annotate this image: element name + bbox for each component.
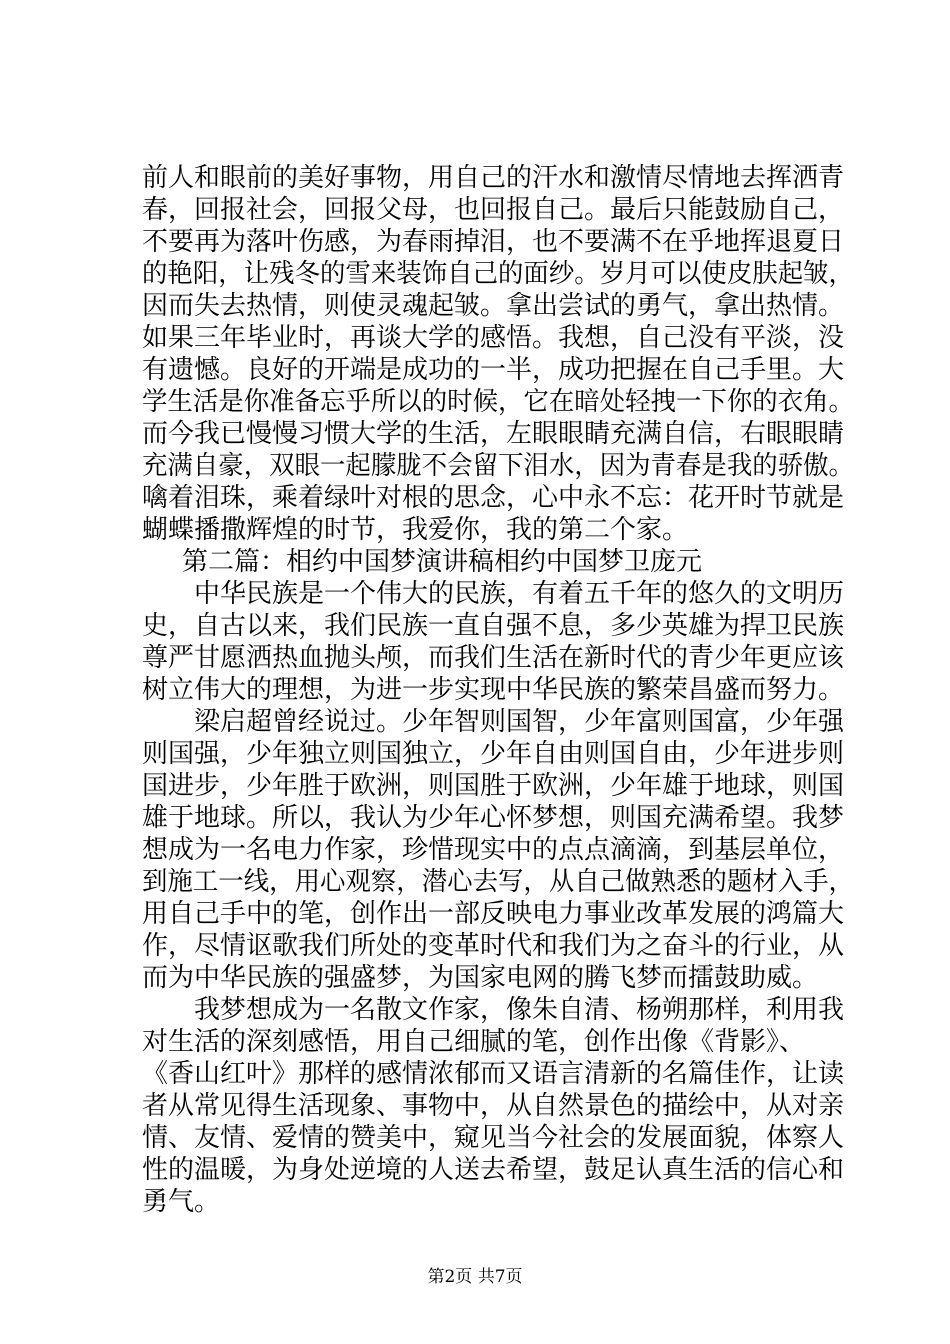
text-line: 情、友情、爱情的赞美中，窥见当今社会的发展面貌，体察人 xyxy=(142,1123,845,1153)
text-line: 不要再为落叶伤感，为春雨掉泪，也不要满不在乎地挥退夏日 xyxy=(142,227,845,257)
text-line: 蝴蝶播撒辉煌的时节，我爱你，我的第二个家。 xyxy=(142,515,689,545)
text-line: 尊严甘愿洒热血抛头颅，而我们生活在新时代的青少年更应该 xyxy=(142,643,845,673)
text-line: 勇气。 xyxy=(142,1187,221,1217)
text-line: 有遗憾。良好的开端是成功的一半，成功把握在自己手里。大 xyxy=(142,355,845,385)
text-line: 梁启超曾经说过。少年智则国智，少年富则国富，少年强 xyxy=(142,707,845,737)
text-line: 我梦想成为一名散文作家，像朱自清、杨朔那样，利用我 xyxy=(142,995,845,1025)
text-line: 而为中华民族的强盛梦，为国家电网的腾飞梦而擂鼓助威。 xyxy=(142,963,819,993)
text-line: 前人和眼前的美好事物，用自己的汗水和激情尽情地去挥洒青 xyxy=(142,163,845,193)
text-line: 而今我已慢慢习惯大学的生活，左眼眼睛充满自信，右眼眼睛 xyxy=(142,419,845,449)
text-line: 雄于地球。所以，我认为少年心怀梦想，则国充满希望。我梦 xyxy=(142,803,845,833)
text-line: 性的温暖，为身处逆境的人送去希望，鼓足认真生活的信心和 xyxy=(142,1155,845,1185)
text-line: 则国强，少年独立则国独立，少年自由则国自由，少年进步则 xyxy=(142,739,845,769)
text-line: 的艳阳，让残冬的雪来装饰自己的面纱。岁月可以使皮肤起皱， xyxy=(142,259,854,289)
text-line: 到施工一线，用心观察，潜心去写，从自己做熟悉的题材入手， xyxy=(142,867,854,897)
text-line: 春，回报社会，回报父母，也回报自己。最后只能鼓励自己， xyxy=(142,195,845,225)
text-line: 如果三年毕业时，再谈大学的感悟。我想，自己没有平淡，没 xyxy=(142,323,845,353)
text-line: 作，尽情讴歌我们所处的变革时代和我们为之奋斗的行业，从 xyxy=(142,931,845,961)
page-number: 第2页 共7页 xyxy=(427,1267,523,1287)
text-line: 想成为一名电力作家，珍惜现实中的点点滴滴，到基层单位， xyxy=(142,835,845,865)
text-line: 者从常见得生活现象、事物中，从自然景色的描绘中，从对亲 xyxy=(142,1091,845,1121)
text-line: 史，自古以来，我们民族一直自强不息，多少英雄为捍卫民族 xyxy=(142,611,845,641)
text-line: 中华民族是一个伟大的民族，有着五千年的悠久的文明历 xyxy=(142,579,845,609)
text-line: 树立伟大的理想，为进一步实现中华民族的繁荣昌盛而努力。 xyxy=(142,675,845,705)
text-line: 国进步，少年胜于欧洲，则国胜于欧洲，少年雄于地球，则国 xyxy=(142,771,845,801)
text-line: 对生活的深刻感悟，用自己细腻的笔，创作出像《背影》、 xyxy=(142,1027,806,1057)
text-line: 《香山红叶》那样的感情浓郁而又语言清新的名篇佳作，让读 xyxy=(142,1059,845,1089)
text-line: 学生活是你准备忘乎所以的时候，它在暗处轻拽一下你的衣角。 xyxy=(142,387,854,417)
text-line: 因而失去热情，则使灵魂起皱。拿出尝试的勇气，拿出热情。 xyxy=(142,291,845,321)
text-line: 用自己手中的笔，创作出一部反映电力事业改革发展的鸿篇大 xyxy=(142,899,845,929)
text-line: 噙着泪珠，乘着绿叶对根的思念，心中永不忘：花开时节就是 xyxy=(142,483,845,513)
section-heading: 第二篇：相约中国梦演讲稿相约中国梦卫庞元 xyxy=(182,547,703,577)
text-line: 充满自豪，双眼一起朦胧不会留下泪水，因为青春是我的骄傲。 xyxy=(142,451,854,481)
